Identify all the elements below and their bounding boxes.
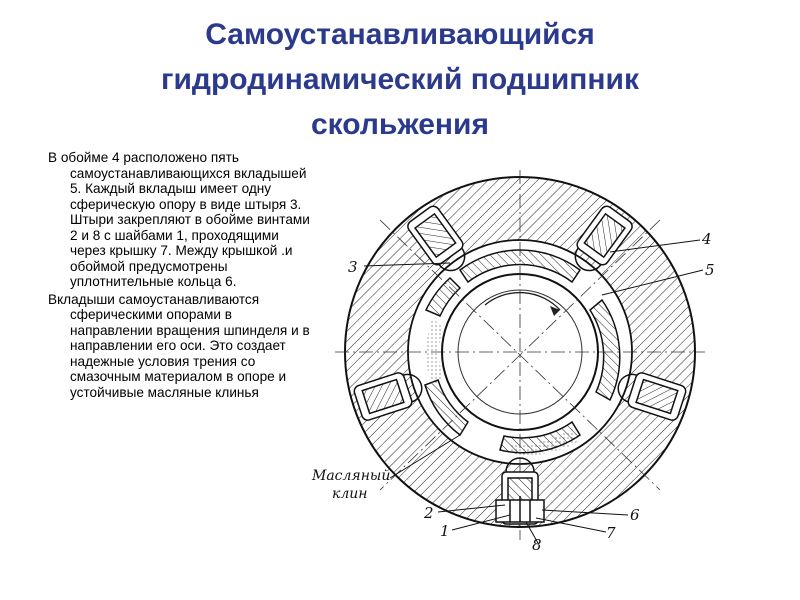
label-8: 8: [532, 536, 542, 552]
body-text: [48, 150, 318, 402]
bearing-cross-section: [310, 160, 730, 552]
label-6: 6: [630, 506, 640, 524]
label-5: 5: [705, 261, 715, 279]
title-line-3: скольжения: [310, 108, 489, 141]
label-3: 3: [348, 258, 358, 276]
title-line-2: гидродинамический подшипник: [160, 63, 640, 96]
label-7: 7: [606, 524, 616, 542]
oil-wedge-label-line-2: клин: [332, 486, 368, 502]
oil-wedge-label-line-1: Масляный: [312, 468, 391, 484]
paragraph-2: Вкладыши самоустанавливаются сферическими опорами в направлении вращения шпинделя и в направлении его оси. Это создает надежные условия трения со смазочным материалом в опоре и устойчивые масляные клинья: [48, 291, 310, 400]
label-2: 2: [424, 504, 434, 522]
paragraph-1: В обойме 4 расположено пять самоустанавливающихся вкладышей 5. Каждый вкладыш имеет одну сферическую опору в виде штыря 3. Штыри закрепляют в обойме винтами 2 и 8 с шайбами 1, проходящими через крышку 7. Между крышкой .и обоймой предусмотрены уплотнительные кольца 6.: [48, 150, 310, 289]
title-line-1: Самоустанавливающийся: [205, 18, 595, 51]
label-1: 1: [440, 522, 450, 540]
slide-title: [60, 12, 740, 147]
bearing-drawing: [310, 160, 730, 552]
label-4: 4: [702, 230, 712, 248]
